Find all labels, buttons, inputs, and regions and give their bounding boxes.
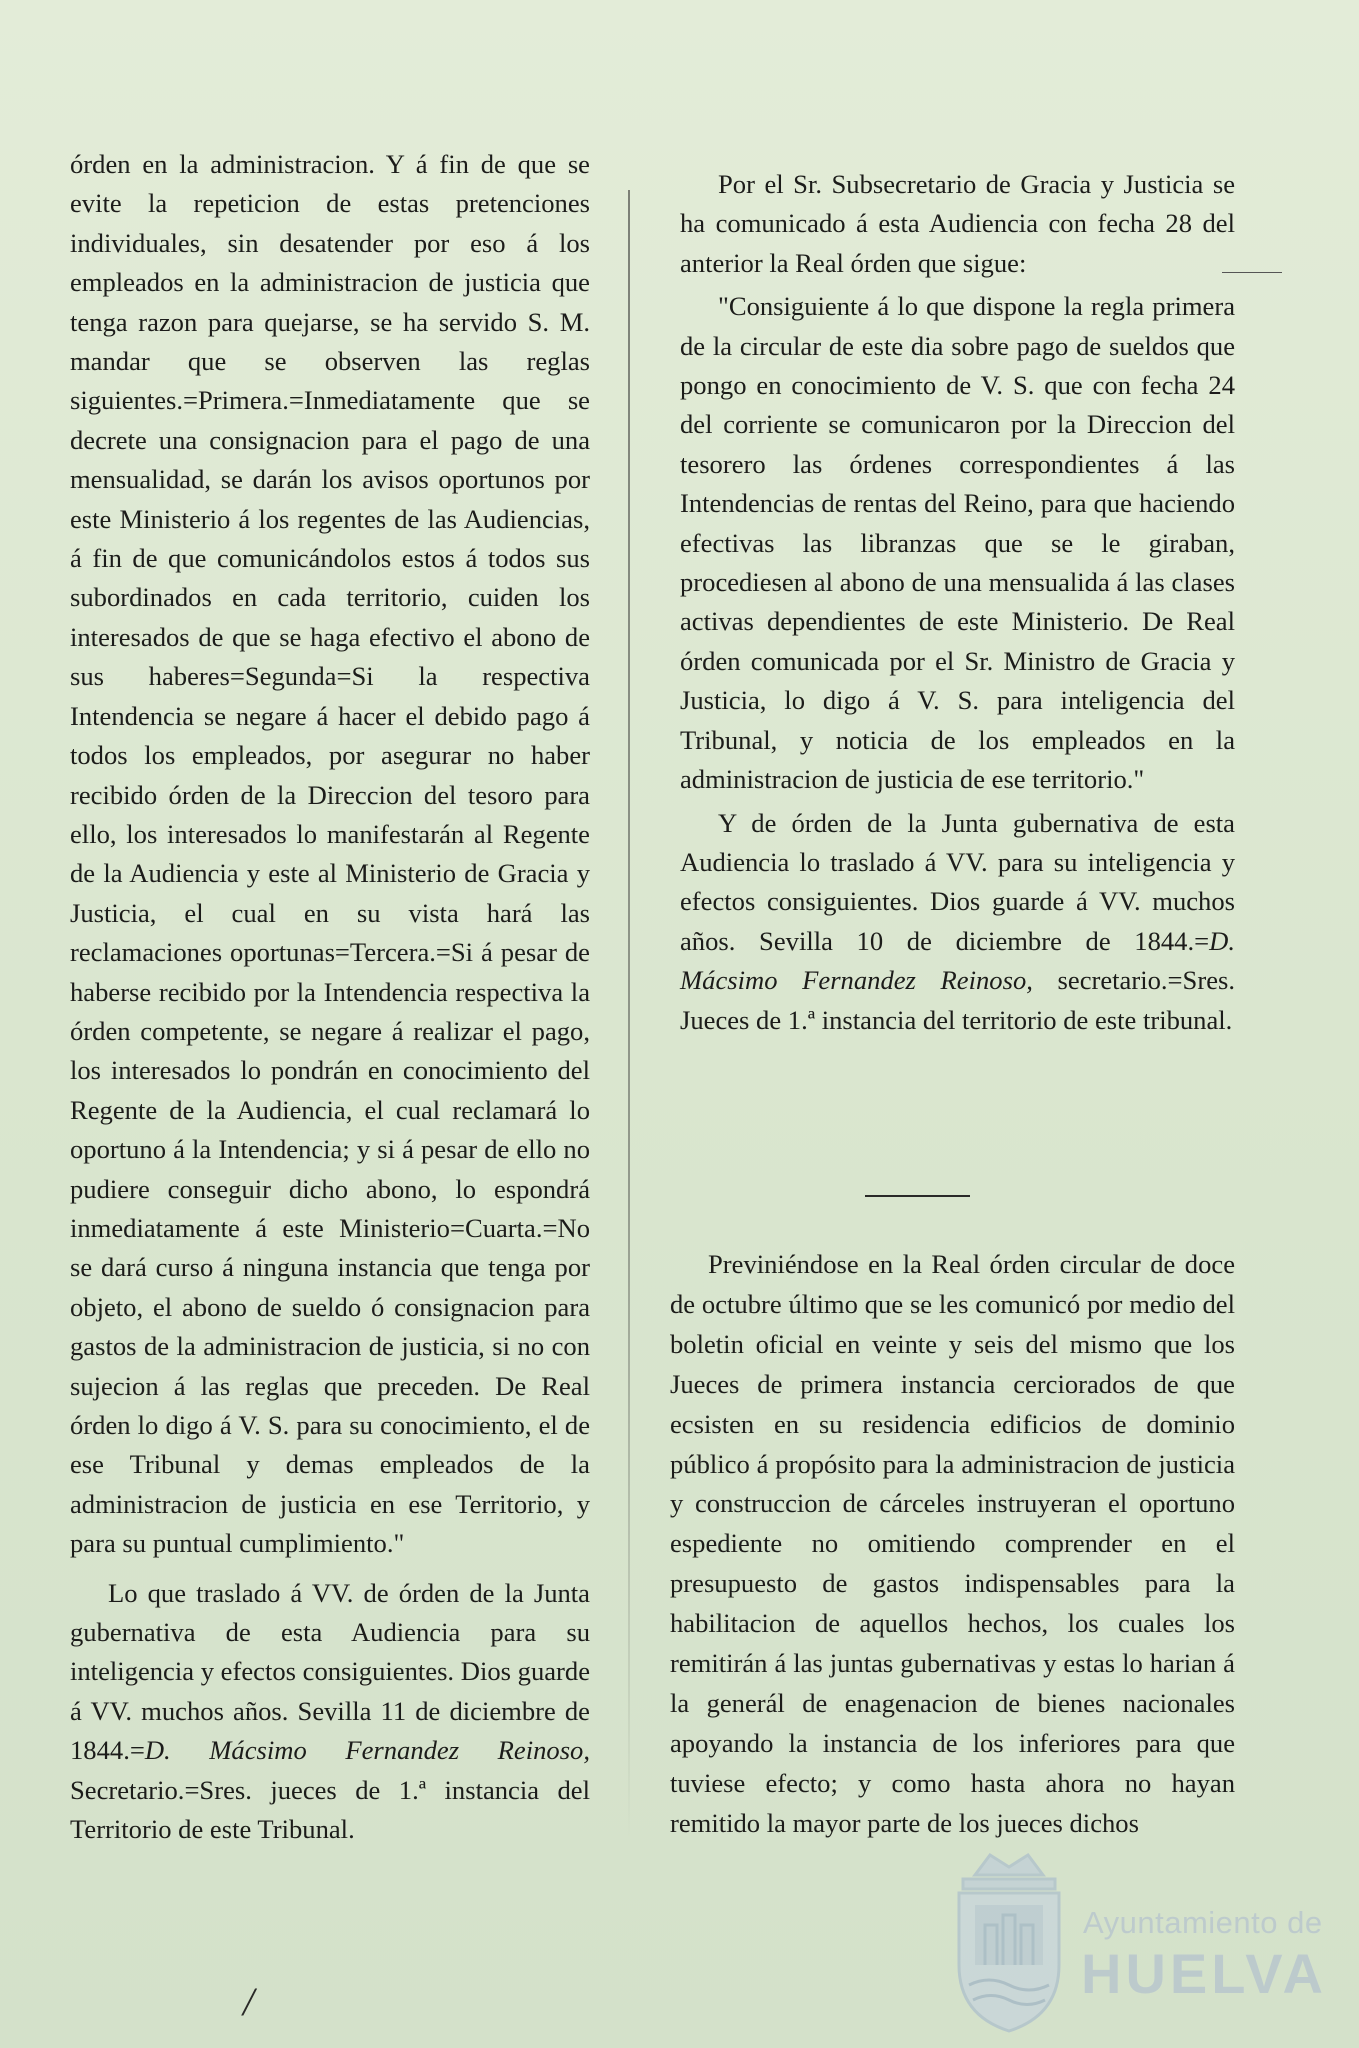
right-paragraph-1: Por el Sr. Subsecretario de Gracia y Justicia se ha comunicado á esta Audiencia con fecha 28 del anterior la Real órden que sigue: bbox=[680, 169, 1235, 278]
bottom-slash-mark: / bbox=[243, 1979, 255, 2024]
right-paragraph-3 bbox=[680, 804, 1235, 1040]
right-paragraph-4: Previniéndose en la Real órden circular de doce de octubre último que se les comunicó por medio del boletin oficial en veinte y seis del mismo que los Jueces de primera instancia cerciorados de que ecsisten en su residencia edificios de dominio público á propósito para la administracion de justicia y construccion de cárceles instruyeran el oportuno espediente no omitiendo comprender en el presupuesto de gastos indispensables para la habilitacion de aquellos hechos, los cuales los remitirán á las juntas gubernativas y estas lo harian á la generál de enagenacion de bienes nacionales apoyando la instancia de los inferiores para que tuviese efecto; y como hasta ahora no hayan remitido la mayor parte de los jueces dichos bbox=[670, 1249, 1235, 1838]
right-paragraph-3-end: secretario.=Sres. Jueces de 1.ª instancia del territorio de este tribunal. bbox=[680, 965, 1235, 1035]
right-paragraph-3-signer: D. Mácsimo Fernandez Reinoso, bbox=[680, 925, 1235, 996]
coat-of-arms-icon bbox=[945, 1845, 1073, 2035]
left-paragraph-2-signer: D. Mácsimo Fernandez Reinoso, bbox=[144, 1735, 590, 1766]
left-paragraph-1: órden en la administracion. Y á fin de que se evite la repeticion de estas pretenciones individuales, sin desatender por eso á los empleados en la administracion de justicia que tenga razon para quejarse, se ha servido S. M. mandar que se observen las reglas siguientes.=Primera.=Inmediatamente que se decrete una consignacion para el pago de una mensualidad, se darán los avisos oportunos por este Ministerio á los regentes de las Audiencias, á fin de que comunicándolos estos á todos sus subordinados en cada territorio, cuiden los interesados de que se haga efectivo el abono de sus haberes=Segunda=Si la respectiva Intendencia se negare á hacer el debido pago á todos los empleados, por asegurar no haber recibido órden de la Direccion del tesoro para ello, los interesados lo manifestarán al Regente de la Audiencia y este al Ministerio de Gracia y Justicia, el cual en su vista hará las reclamaciones oportunas=Tercera.=Si á pesar de haberse recibido por la Intendencia respectiva la órden competente, se negare á realizar el pago, los interesados lo pondrán en conocimiento del Regente de la Audiencia, el cual reclamará lo oportuno á la Intendencia; y si á pesar de ello no pudiere conseguir dicho abono, lo espondrá inmediatamente á este Ministerio=Cuarta.=No se dará curso á ninguna instancia que tenga por objeto, el abono de sueldo ó consignacion para gastos de la administracion de justicia, si no con sujecion á las reglas que preceden. De Real órden lo digo á V. S. para su conocimiento, el de ese Tribunal y demas empleados de la administracion de justicia en ese Territorio, y para su puntual cumplimiento." bbox=[70, 149, 590, 1559]
right-section-2 bbox=[670, 1245, 1235, 1844]
left-paragraph-2-end: Secretario.=Sres. jueces de 1.ª instancia del Territorio de este Tribunal. bbox=[70, 1774, 590, 1845]
left-paragraph-2-text: Lo que traslado á VV. de órden de la Junta gubernativa de esta Audiencia para su inteligencia y efectos consiguientes. Dios guarde á VV. muchos años. Sevilla 11 de diciembre de 1844.= bbox=[70, 1577, 590, 1766]
right-paragraph-3-text: Y de órden de la Junta gubernativa de esta Audiencia lo traslado á VV. para su inteligencia y efectos consiguientes. Dios guarde á VV. muchos años. Sevilla 10 de diciembre de 1844.= bbox=[680, 807, 1235, 956]
watermark-line-1: Ayuntamiento de bbox=[1083, 1905, 1323, 1940]
right-paragraph-2: "Consiguiente á lo que dispone la regla primera de la circular de este dia sobre pago de sueldos que pongo en conocimiento de V. S. que con fecha 24 del corriente se comunicaron por la Direccion del tesorero las órdenes correspondientes á las Intendencias de rentas del Reino, para que haciendo efectivas las libranzas que se le giraban, procediesen al abono de una mensualida á las clases activas dependientes de este Ministerio. De Real órden comunicada por el Sr. Ministro de Gracia y Justicia, lo digo á V. S. para inteligencia del Tribunal, y noticia de los empleados en la administracion de justicia de ese territorio." bbox=[680, 291, 1235, 795]
left-column bbox=[70, 145, 590, 1849]
right-column bbox=[680, 165, 1235, 1040]
huelva-watermark bbox=[945, 1845, 1330, 2045]
column-divider bbox=[628, 190, 630, 1840]
left-paragraph-2 bbox=[70, 1574, 590, 1850]
watermark-line-2: HUELVA bbox=[1081, 1942, 1327, 2005]
section-divider bbox=[865, 1195, 970, 1197]
